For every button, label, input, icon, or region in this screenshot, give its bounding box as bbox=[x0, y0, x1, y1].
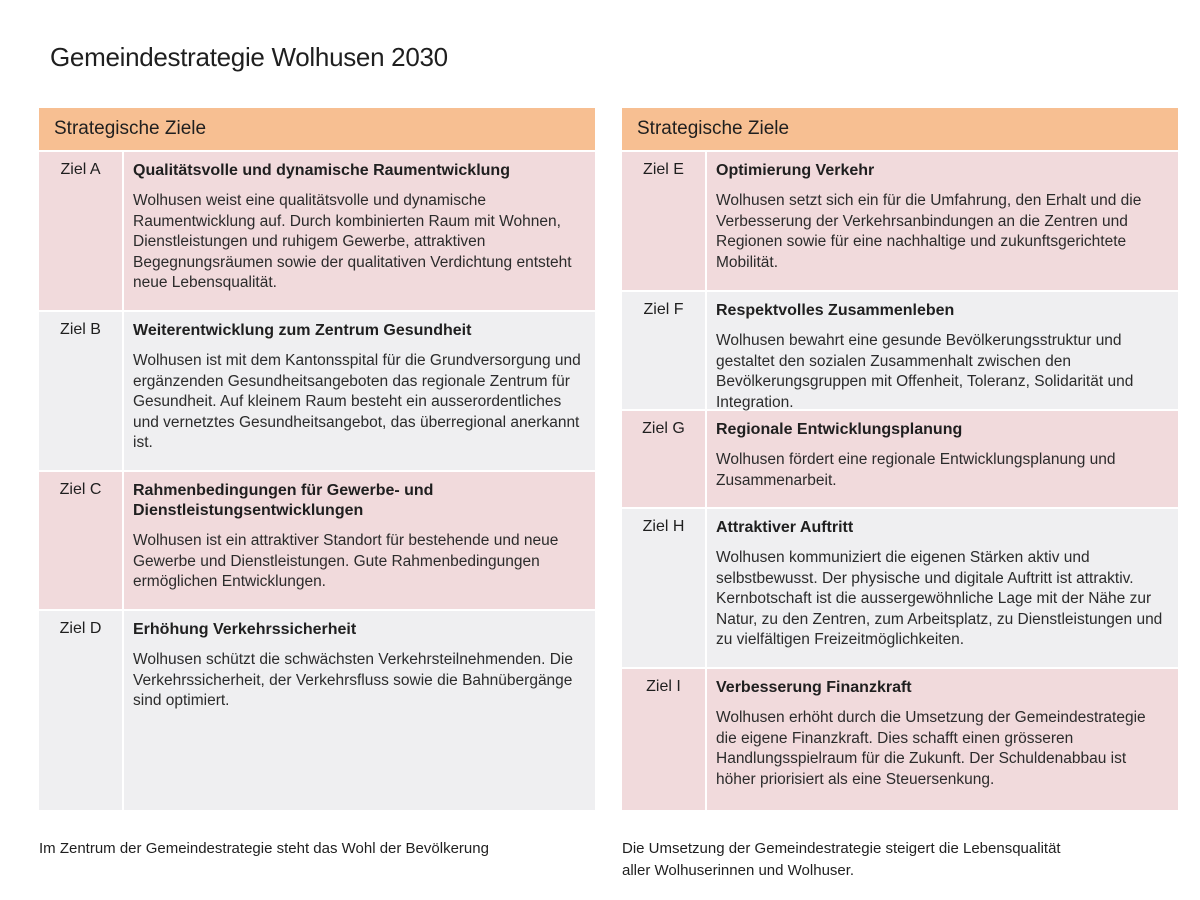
ziel-description: Wolhusen ist mit dem Kantonsspital für die Grundversorgung und ergänzenden Gesundheitsangeboten das regionale Zentrum für Gesundheit. Auf kleinem Raum besteht ein ausserordentliches und vernetztes Gesundheitsangebot, das überregional anerkannt ist. bbox=[133, 352, 581, 451]
ziel-label: Ziel C bbox=[39, 472, 124, 609]
panel-header: Strategische Ziele bbox=[39, 108, 595, 150]
footer-note-right-line1: Die Umsetzung der Gemeindestrategie steigert die Lebensqualität bbox=[622, 840, 1061, 857]
ziel-content bbox=[124, 152, 595, 310]
ziel-content bbox=[124, 312, 595, 470]
ziel-description: Wolhusen erhöht durch die Umsetzung der Gemeindestrategie die eigene Finanzkraft. Dies schafft einen grösseren Handlungsspielraum für die Zukunft. Der Schuldenabbau ist höher priorisiert als eine Steuersenkung. bbox=[716, 709, 1146, 788]
ziel-row-c bbox=[39, 470, 595, 609]
ziel-description: Wolhusen ist ein attraktiver Standort für bestehende und neue Gewerbe und Dienstleistungen. Gute Rahmenbedingungen ermöglichen Entwicklungen. bbox=[133, 532, 559, 590]
ziel-label: Ziel E bbox=[622, 152, 707, 290]
ziel-label: Ziel H bbox=[622, 509, 707, 667]
panel-header: Strategische Ziele bbox=[622, 108, 1178, 150]
ziel-row-f bbox=[622, 290, 1178, 409]
strategy-panel-right bbox=[622, 108, 1178, 810]
page-title: Gemeindestrategie Wolhusen 2030 bbox=[50, 42, 448, 72]
ziel-title: Attraktiver Auftritt bbox=[716, 519, 854, 536]
ziel-title: Weiterentwicklung zum Zentrum Gesundheit bbox=[133, 322, 472, 339]
ziel-row-g bbox=[622, 409, 1178, 507]
ziel-row-b bbox=[39, 310, 595, 470]
footer-note-right bbox=[622, 838, 1182, 882]
ziel-content bbox=[124, 472, 595, 609]
ziel-content bbox=[124, 611, 595, 810]
ziel-title: Erhöhung Verkehrssicherheit bbox=[133, 621, 357, 638]
ziel-row-e bbox=[622, 150, 1178, 290]
ziel-description: Wolhusen weist eine qualitätsvolle und dynamische Raumentwicklung auf. Durch kombinierten Raum mit Wohnen, Dienstleistungen und ruhigem Gewerbe, attraktiven Begegnungsräumen sowie der qualitativen Verdichtung entsteht neue Lebensqualität. bbox=[133, 192, 572, 291]
ziel-label: Ziel B bbox=[39, 312, 124, 470]
ziel-content bbox=[707, 411, 1178, 507]
ziel-description: Wolhusen kommuniziert die eigenen Stärken aktiv und selbstbewusst. Der physische und digitale Auftritt ist attraktiv. Kernbotschaft ist die aussergewöhnliche Lage mit der Nähe zur Natur, zu den Zentren, zum Arbeitsplatz, zu Dienstleistungen und zu vielfältigen Freizeitmöglichkeiten. bbox=[716, 549, 1163, 648]
footer-note-right-line2: aller Wolhuserinnen und Wolhuser. bbox=[622, 862, 855, 879]
ziel-content bbox=[707, 152, 1178, 290]
ziel-title: Verbesserung Finanzkraft bbox=[716, 679, 912, 696]
ziel-title: Regionale Entwicklungsplanung bbox=[716, 421, 963, 438]
ziel-content bbox=[707, 292, 1178, 409]
ziel-label: Ziel D bbox=[39, 611, 124, 810]
ziel-label: Ziel I bbox=[622, 669, 707, 810]
ziel-content bbox=[707, 509, 1178, 667]
ziel-content bbox=[707, 669, 1178, 810]
ziel-description: Wolhusen bewahrt eine gesunde Bevölkerungsstruktur und gestaltet den sozialen Zusammenhalt zwischen den Bevölkerungsgruppen mit Offenheit, Toleranz, Solidarität und Integration. bbox=[716, 332, 1134, 411]
ziel-description: Wolhusen schützt die schwächsten Verkehrsteilnehmenden. Die Verkehrssicherheit, der Verkehrsfluss sowie die Bahnübergänge sind optimiert. bbox=[133, 651, 573, 709]
ziel-row-d bbox=[39, 609, 595, 810]
ziel-label: Ziel A bbox=[39, 152, 124, 310]
ziel-label: Ziel F bbox=[622, 292, 707, 409]
ziel-title: Respektvolles Zusammenleben bbox=[716, 302, 955, 319]
ziel-title: Optimierung Verkehr bbox=[716, 162, 875, 179]
ziel-row-i bbox=[622, 667, 1178, 810]
ziel-title: Qualitätsvolle und dynamische Raumentwicklung bbox=[133, 162, 510, 179]
ziel-row-a bbox=[39, 150, 595, 310]
ziel-row-h bbox=[622, 507, 1178, 667]
ziel-description: Wolhusen setzt sich ein für die Umfahrung, den Erhalt und die Verbesserung der Verkehrsanbindungen an die Zentren und Regionen sowie für eine nachhaltige und zukunftsgerichtete Mobilität. bbox=[716, 192, 1142, 271]
ziel-description: Wolhusen fördert eine regionale Entwicklungsplanung und Zusammenarbeit. bbox=[716, 451, 1116, 489]
ziel-title: Rahmenbedingungen für Gewerbe- und Dienstleistungsentwicklungen bbox=[133, 482, 434, 519]
footer-note-left: Im Zentrum der Gemeindestrategie steht das Wohl der Bevölkerung bbox=[39, 840, 489, 857]
strategy-panel-left bbox=[39, 108, 595, 810]
ziel-label: Ziel G bbox=[622, 411, 707, 507]
